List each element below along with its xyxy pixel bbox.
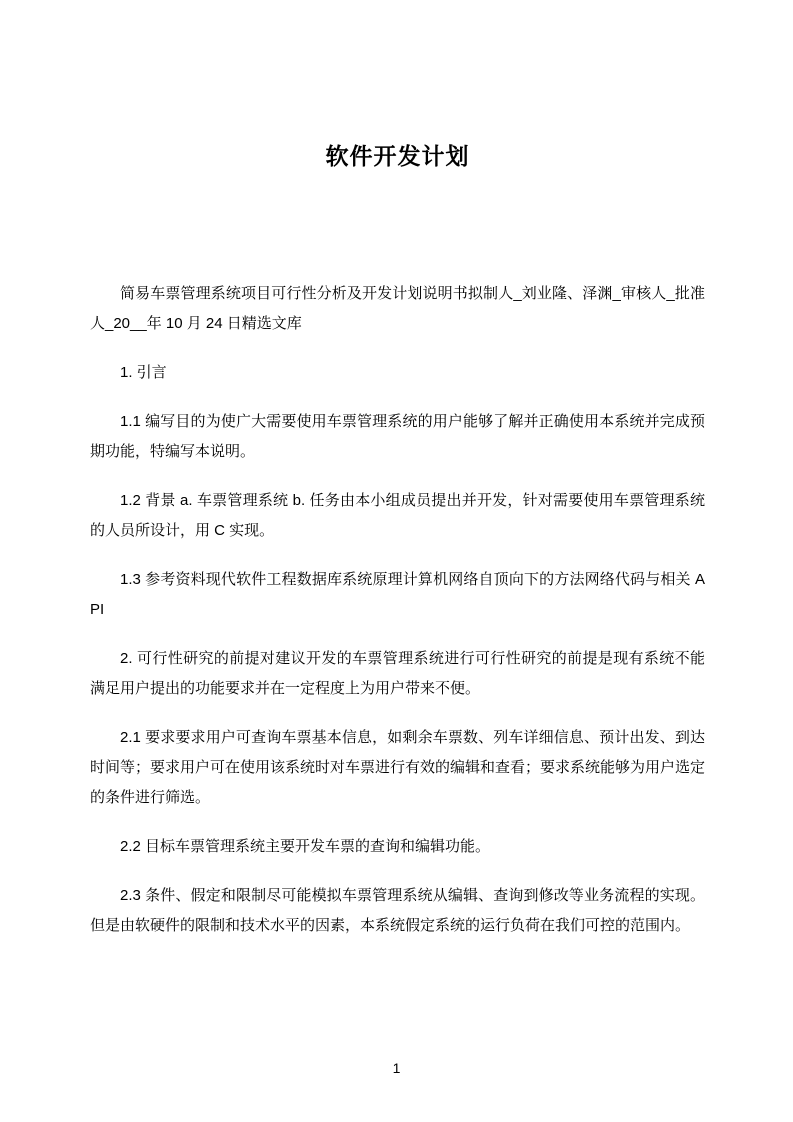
paragraph-2-3: 2.3 条件、假定和限制尽可能模拟车票管理系统从编辑、查询到修改等业务流程的实现。但是由软硬件的限制和技术水平的因素，本系统假定系统的运行负荷在我们可控的范围内。 xyxy=(90,887,705,934)
paragraph-2-2: 2.2 目标车票管理系统主要开发车票的查询和编辑功能。 xyxy=(120,838,491,855)
document-title: 软件开发计划 xyxy=(325,143,470,169)
page-number: 1 xyxy=(392,1060,401,1076)
paragraph-2-1: 2.1 要求要求用户可查询车票基本信息，如剩余车票数、列车详细信息、预计出发、到达时间等；要求用户可在使用该系统时对车票进行有效的编辑和查看；要求系统能够为用户选定的条件进行筛选。 xyxy=(90,729,706,806)
paragraph-1-1: 1.1 编写目的为使广大需要使用车票管理系统的用户能够了解并正确使用本系统并完成预期功能，特编写本说明。 xyxy=(90,413,705,460)
paragraph-1-3: 1.3 参考资料现代软件工程数据库系统原理计算机网络自顶向下的方法网络代码与相关 API xyxy=(90,571,705,618)
paragraph-intro: 简易车票管理系统项目可行性分析及开发计划说明书拟制人_刘业隆、泽渊_审核人_批准人_20__年 10 月 24 日精选文库 xyxy=(90,285,705,332)
paragraph-1-2: 1.2 背景 a. 车票管理系统 b. 任务由本小组成员提出并开发，针对需要使用车票管理系统的人员所设计，用 C 实现。 xyxy=(90,492,705,539)
paragraph-heading-1: 1. 引言 xyxy=(120,364,167,381)
paragraph-heading-2: 2. 可行性研究的前提对建议开发的车票管理系统进行可行性研究的前提是现有系统不能满足用户提出的功能要求并在一定程度上为用户带来不便。 xyxy=(90,650,705,697)
